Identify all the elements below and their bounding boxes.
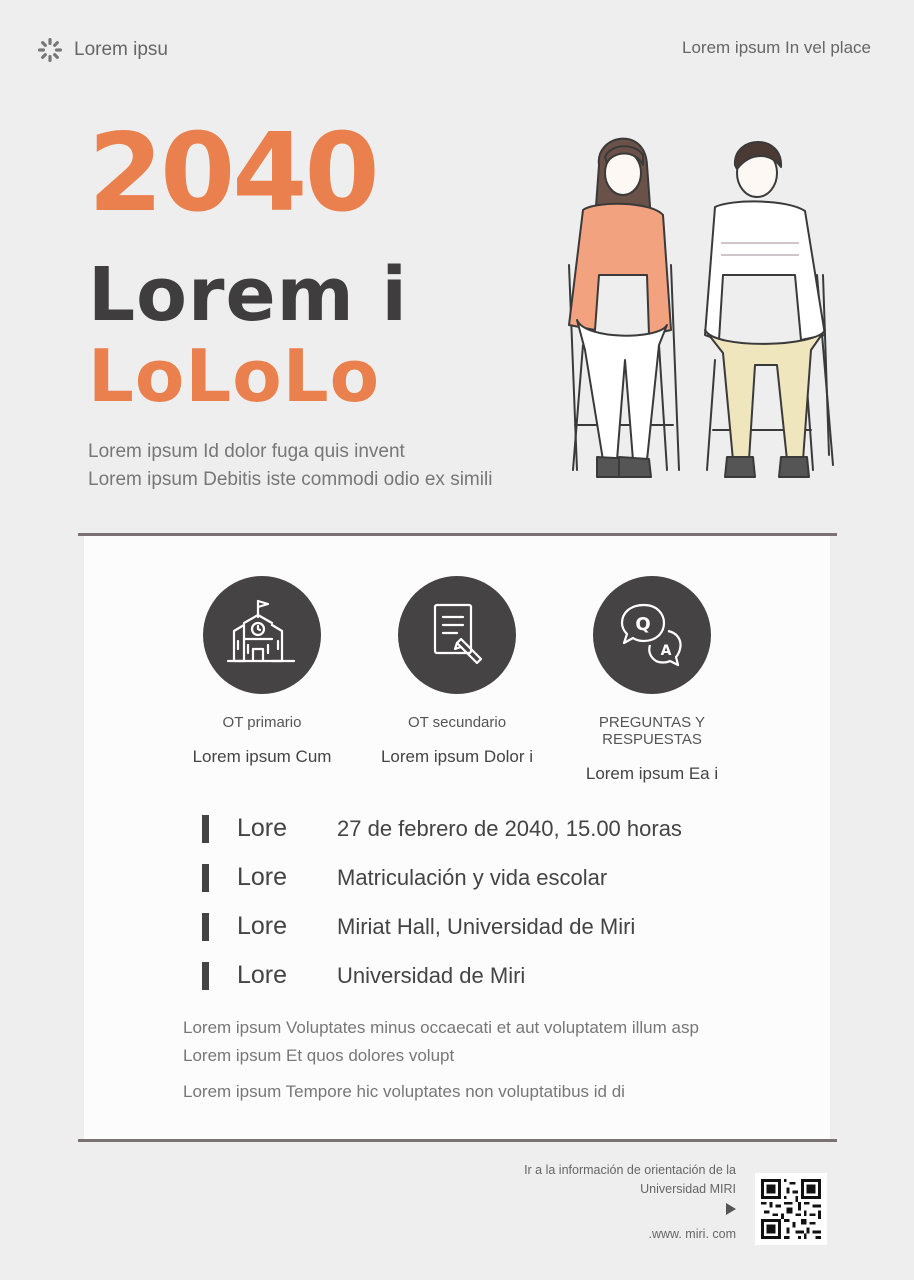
school-building-icon [222, 595, 302, 675]
feature-secondary-desc: Lorem ipsum Dolor i [380, 747, 534, 766]
event-detail-value: Matriculación y vida escolar [337, 864, 608, 890]
document-pen-icon [417, 595, 497, 675]
logo-text: Lorem ipsu [74, 39, 168, 60]
footer-info[interactable] [524, 1161, 736, 1244]
event-detail-value: 27 de febrero de 2040, 15.00 horas [337, 815, 682, 841]
qa-bubbles-icon [612, 595, 692, 675]
footer-line1: Ir a la información de orientación de la [524, 1163, 736, 1177]
hero-subtitle-line2: Lorem ipsum Debitis iste commodi odio ex simili [88, 469, 493, 490]
feature-secondary-circle [398, 576, 516, 694]
row-marker [202, 962, 209, 990]
row-marker [202, 864, 209, 892]
students-sitting-illustration [555, 125, 845, 505]
hero-title-line1: Lorem i [88, 252, 408, 338]
qr-code-icon [761, 1179, 821, 1239]
row-marker [202, 913, 209, 941]
event-detail-row [202, 804, 682, 853]
event-detail-row [202, 853, 682, 902]
feature-secondary-title: OT secundario [407, 714, 507, 731]
feature-faq-title: PREGUNTAS Y RESPUESTAS [598, 714, 706, 748]
row-marker [202, 815, 209, 843]
feature-faq-desc: Lorem ipsum Ea i [585, 764, 719, 783]
feature-faq[interactable] [552, 576, 752, 784]
feature-primary-circle [203, 576, 321, 694]
note-line3: Lorem ipsum Tempore hic voluptates non voluptatibus id di [183, 1082, 625, 1101]
event-detail-row [202, 902, 682, 951]
bottom-divider [78, 1139, 837, 1142]
info-panel [84, 536, 830, 1139]
header-tagline: Lorem ipsum In vel place [682, 38, 871, 57]
event-detail-row [202, 951, 682, 1000]
hero-subtitle-line1: Lorem ipsum Id dolor fuga quis invent [88, 441, 405, 462]
note-line2: Lorem ipsum Et quos dolores volupt [183, 1046, 455, 1065]
event-details-list [202, 804, 682, 1000]
qr-code[interactable] [755, 1173, 827, 1245]
svg-text:Q: Q [635, 614, 651, 635]
svg-text:A: A [660, 643, 672, 659]
event-detail-label: Lore [237, 961, 288, 989]
play-arrow-icon [726, 1203, 736, 1215]
note-line1: Lorem ipsum Voluptates minus occaecati et aut voluptatem illum asp [183, 1018, 699, 1037]
event-detail-label: Lore [237, 814, 288, 842]
feature-primary-desc: Lorem ipsum Cum [192, 747, 332, 766]
event-detail-value: Miriat Hall, Universidad de Miri [337, 913, 636, 939]
feature-secondary[interactable] [357, 576, 557, 767]
header-logo[interactable] [36, 36, 168, 64]
hero-subtitle [88, 438, 492, 494]
hero-title-line2: LoLoLo [88, 334, 381, 418]
feature-faq-circle [593, 576, 711, 694]
event-detail-label: Lore [237, 912, 288, 940]
notes-block [183, 1014, 699, 1106]
footer-line2: Universidad MIRI [640, 1182, 736, 1196]
event-detail-label: Lore [237, 863, 288, 891]
feature-primary-title: OT primario [222, 714, 302, 731]
hero-year: 2040 [88, 111, 377, 236]
footer-url[interactable]: .www. miri. com [648, 1227, 736, 1241]
flower-logo-icon [36, 36, 64, 64]
feature-primary[interactable] [162, 576, 362, 767]
event-detail-value: Universidad de Miri [337, 962, 526, 988]
